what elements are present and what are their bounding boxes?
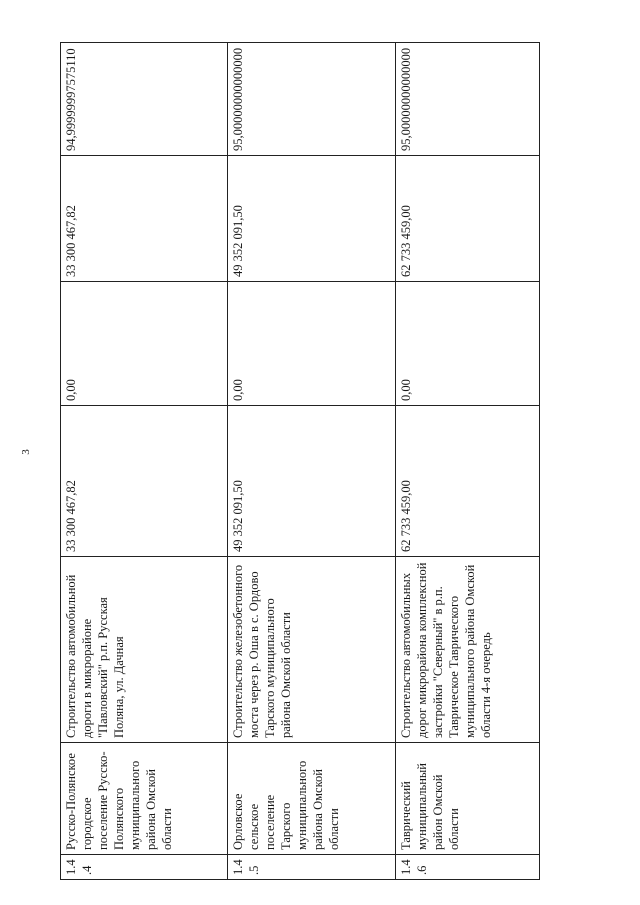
- budget-table: [60, 42, 540, 880]
- total-amount-cell: 49 352 091,50: [228, 406, 395, 557]
- object-cell: Строительство автомобильных дорог микрорайона комплексной застройки "Северный" в р.п. Таврическое Таврического муниципального района Омской области 4-я очередь: [395, 557, 539, 743]
- table-row: [228, 43, 395, 880]
- table-row: [395, 43, 539, 880]
- federal-amount-cell: 0,00: [395, 282, 539, 406]
- row-number: 1.4.6: [395, 855, 539, 880]
- rotated-table-container: [60, 43, 540, 880]
- regional-amount-cell: 33 300 467,82: [61, 156, 228, 282]
- total-amount-cell: 33 300 467,82: [61, 406, 228, 557]
- municipality-cell: Русско-Полянское городское поселение Русско-Полянского муниципального района Омской области: [61, 743, 228, 855]
- regional-amount-cell: 49 352 091,50: [228, 156, 395, 282]
- percent-cell: 95,00000000000000: [228, 43, 395, 156]
- percent-cell: 95,00000000000000: [395, 43, 539, 156]
- federal-amount-cell: 0,00: [228, 282, 395, 406]
- federal-amount-cell: 0,00: [61, 282, 228, 406]
- object-cell: Строительство железобетонного моста через р. Оша в с. Ордово Тарского муниципального района Омской области: [228, 557, 395, 743]
- object-cell: Строительство автомобильной дороги в микрорайоне "Павловский" р.п. Русская Поляна, ул. Дачная: [61, 557, 228, 743]
- percent-cell: 94,99999997575110: [61, 43, 228, 156]
- regional-amount-cell: 62 733 459,00: [395, 156, 539, 282]
- municipality-cell: Таврический муниципальный район Омской области: [395, 743, 539, 855]
- total-amount-cell: 62 733 459,00: [395, 406, 539, 557]
- row-number: 1.4.5: [228, 855, 395, 880]
- municipality-cell: Орловское сельское поселение Тарского муниципального района Омской области: [228, 743, 395, 855]
- page-number: 3: [20, 449, 32, 455]
- table-row: [61, 43, 228, 880]
- row-number: 1.4.4: [61, 855, 228, 880]
